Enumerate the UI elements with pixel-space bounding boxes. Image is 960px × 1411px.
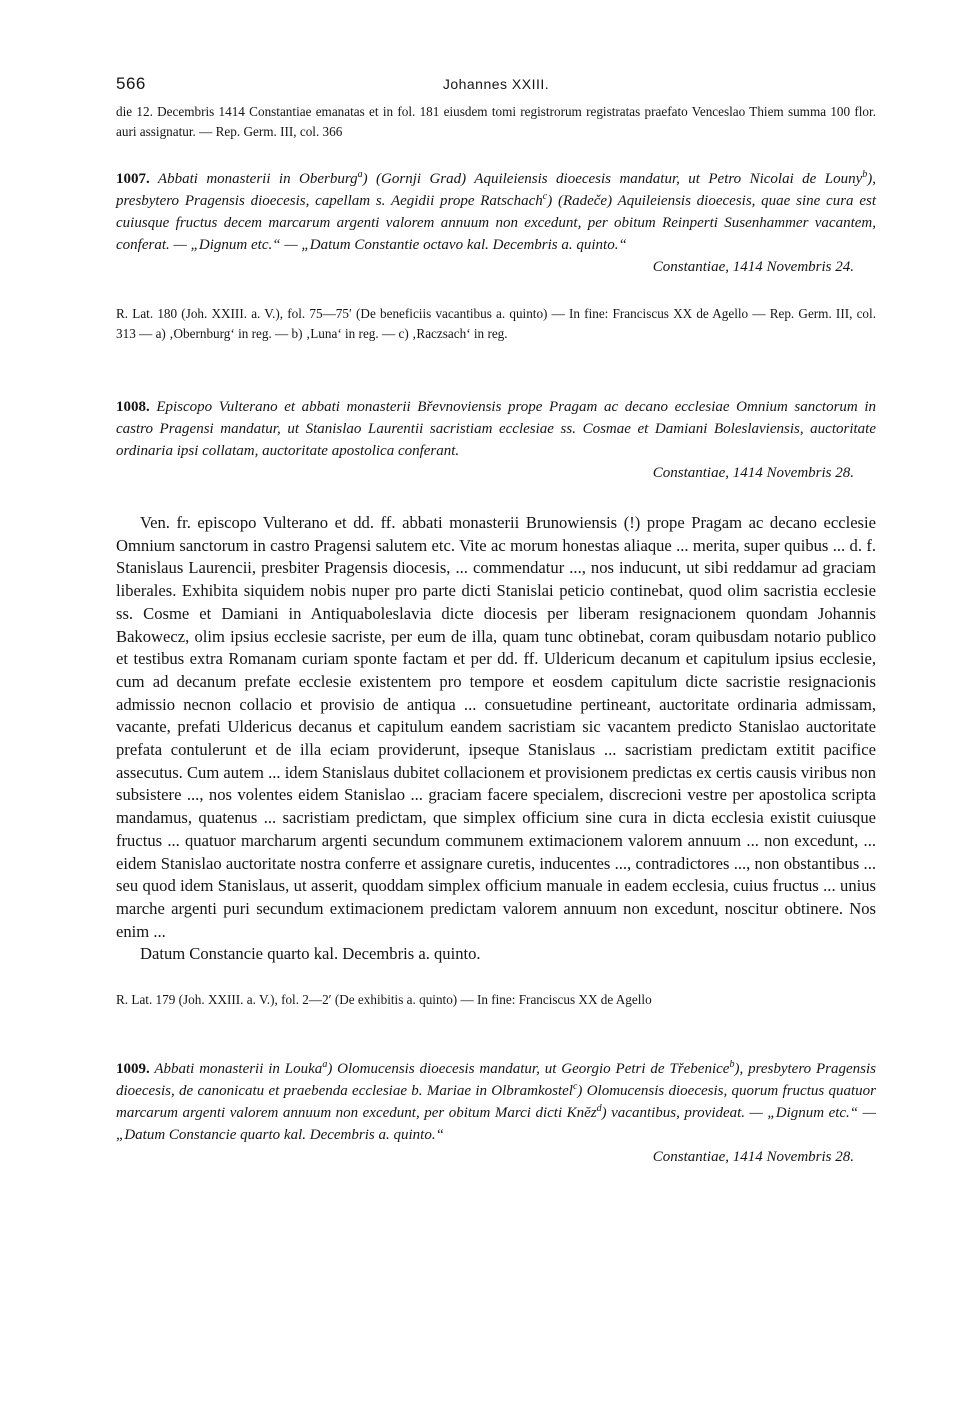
entry-number: 1008. <box>116 399 150 415</box>
entry-1008-datum: Datum Constancie quarto kal. Decembris a. quinto. <box>140 944 481 964</box>
running-head: Johannes XXIII. <box>442 76 550 92</box>
document-page <box>116 70 876 1168</box>
regest-text: ), presbytero Pragensis dioecesis, capellam s. Aegidii prope Ratschach <box>116 171 876 209</box>
regest-text: ), presbytero Pragensis dioecesis, de canonicatu et praebenda ecclesiae b. Mariae in Olbramkostel <box>116 1061 876 1100</box>
intro-note: die 12. Decembris 1414 Constantiae emanatas et in fol. 181 eiusdem tomi registrorum registratas praefato Venceslao Thiem summa 100 flor. auri assignatur. — Rep. Germ. III, col. 366 <box>116 104 876 139</box>
regest-text: ) Olomucensis dioecesis, quorum fructus quatuor marcarum argenti valorem annuum non excedunt, per obitum Marci dicti Knĕz <box>116 1083 877 1122</box>
entry-1009-regest <box>116 1058 876 1146</box>
regest-text: Episcopo Vulterano et abbati monasterii Břevnoviensis prope Pragam ac decano ecclesiae Omnium sanctorum in castro Pragensi mandatur, ut Stanislao Laurentii sacristiam ecclesiae ss. Cosmae et Damiani Boleslaviensis, auctoritate ordinaria ipsi collatam, auctoritate apostolica conferant. <box>116 399 876 459</box>
footnote-mark: c <box>572 1081 578 1093</box>
entry-1008-regest <box>116 396 876 462</box>
regest-text: Abbati monasterii in Oberburg <box>149 171 358 187</box>
footnote-mark: b <box>729 1059 735 1071</box>
entry-number: 1007. <box>116 171 150 187</box>
entry-1009-place-date: Constantiae, 1414 Novembris 28. <box>652 1149 854 1166</box>
page-number: 566 <box>116 74 146 93</box>
entry-1008-place-date: Constantiae, 1414 Novembris 28. <box>652 465 854 481</box>
entry-1008-document-text: Ven. fr. episcopo Vulterano et dd. ff. abbati monasterii Brunowiensis (!) prope Pragam ac decano ecclesie Omnium sanctorum in castro Pragensi salutem etc. Vite ac morum honestas aliaque ... merita, super quibus ... d. f. Stanislaus Laurencii, presbiter Pragensis diocesis, ... commendatur ..., nos inducunt, ut sibi reddamur ad graciam liberales. Exhibita siquidem nobis nuper pro parte dicti Stanislai peticio continebat, quod olim sacristia ecclesie ss. Cosme et Damiani in Antiquaboleslavia dicte diocesis per liberam resignacionem quondam Johannis Bakowecz, olim ipsius ecclesie sacriste, per eum de illa, quam tunc obtinebat, coram quibusdam notario publico et testibus extra Romanam curiam sponte factam et per dd. ff. Uldericum decanum et capitulum ipsius ecclesie, cum ad decanum prefate ecclesie existentem pro tempore et eosdem capitulum dicte sacristie resignacionis admissio necnon collacio et provisio de antiqua ... consuetudine pertineant, auctoritate ordinaria admissam, vacante, prefati Uldericus decanus et capitulum eandem sacristiam sic vacantem predicto Stanislao auctoritate prefata contulerunt et de illa eciam providerunt, ipseque Stanislaus ... sacristiam predictam extitit pacifice assecutus. Cum autem ... idem Stanislaus dubitet collacionem et provisionem predictas ex certis causis viribus non subsistere ..., nos volentes eidem Stanislao ... graciam facere specialem, discrecioni vestre per apostolica scripta mandamus, quatenus ... sacristiam predictam, que simplex officium sine cura in dicta ecclesia existit cuiusque fructus ... quatuor marcharum argenti secundum communem extimacionem valorem annuum ... non excedunt, ... eidem Stanislao auctoritate nostra conferre et assignare curetis, inducentes ..., contradictores ..., non obstantibus ... seu quod idem Stanislaus, ut asserit, quoddam simplex officium manuale in eadem ecclesia, cuius fructus ... unius marche argenti puri secundum extimacionem predictam valorem annuum non excedunt, noscitur obtinere. Nos enim ... <box>116 513 876 941</box>
footnote-mark: a <box>357 169 363 180</box>
regest-text: ) Olomucensis dioecesis mandatur, ut Georgio Petri de Třebenice <box>327 1061 730 1078</box>
entry-number: 1009. <box>116 1061 150 1078</box>
footnote-mark: d <box>596 1103 602 1115</box>
regest-text: ) (Radeče) Aquileiensis dioecesis, quae sine cura est cuiusque fructus decem marcarum argenti valorem annuum non excedunt, per obitum Reinperti Susenhammer vacantem, conferat. — „Dignum etc.“ — „Datum Constantie octavo kal. Decembris a. quinto.“ <box>116 193 876 253</box>
entry-1007-regest <box>116 168 876 256</box>
regest-text: ) (Gornji Grad) Aquileiensis dioecesis mandatur, ut Petro Nicolai de Louny <box>362 171 863 187</box>
entry-1008-source-note: R. Lat. 179 (Joh. XXIII. a. V.), fol. 2—2′ (De exhibitis a. quinto) — In fine: Franciscus XX de Agello <box>116 992 652 1008</box>
regest-text: ) vacantibus, provideat. — „Dignum etc.“ — „Datum Constancie quarto kal. Decembris a. quinto.“ <box>116 1105 876 1144</box>
entry-1007-place-date: Constantiae, 1414 Novembris 24. <box>652 259 854 275</box>
page-header <box>116 70 876 96</box>
footnote-mark: c <box>542 191 548 202</box>
footnote-mark: a <box>322 1059 328 1071</box>
entry-1007-source-note: R. Lat. 180 (Joh. XXIII. a. V.), fol. 75—75′ (De beneficiis vacantibus a. quinto) — In fine: Franciscus XX de Agello — Rep. Germ. III, col. 313 — a) ‚Obernburg‘ in reg. — b) ‚Luna‘ in reg. — c) ‚Raczsach‘ in reg. <box>116 306 876 341</box>
regest-text: Abbati monasterii in Louka <box>149 1061 323 1078</box>
footnote-mark: b <box>862 169 868 180</box>
